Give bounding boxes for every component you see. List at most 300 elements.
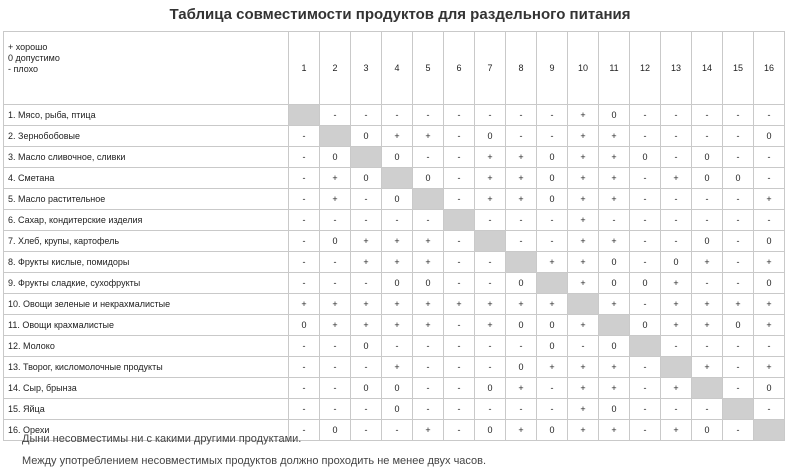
compatibility-cell: + [599,126,630,147]
compatibility-cell: - [661,336,692,357]
compatibility-cell: - [475,336,506,357]
compatibility-cell: - [351,210,382,231]
compatibility-cell: - [754,147,785,168]
compatibility-cell: - [723,420,754,441]
table-row [4,168,785,189]
compatibility-cell: + [754,357,785,378]
compatibility-cell: - [630,210,661,231]
compatibility-cell: + [661,294,692,315]
compatibility-cell: + [506,420,537,441]
compatibility-cell: 0 [754,231,785,252]
compatibility-cell: + [754,252,785,273]
compatibility-cell: - [754,399,785,420]
compatibility-cell: 0 [630,147,661,168]
column-header: 5 [413,32,444,105]
compatibility-cell: - [754,210,785,231]
compatibility-cell: + [475,147,506,168]
compatibility-cell: + [537,252,568,273]
compatibility-cell: - [723,378,754,399]
compatibility-cell: 0 [537,147,568,168]
column-header: 14 [692,32,723,105]
compatibility-cell: + [351,315,382,336]
column-header: 8 [506,32,537,105]
compatibility-cell: - [444,420,475,441]
compatibility-cell: - [289,357,320,378]
table-row [4,294,785,315]
column-header: 10 [568,32,599,105]
compatibility-cell: 0 [630,273,661,294]
diagonal-cell [754,420,785,441]
row-label: 16. Орехи [4,420,289,441]
compatibility-table [3,31,785,441]
compatibility-cell: + [382,252,413,273]
compatibility-cell: - [692,189,723,210]
compatibility-cell: + [568,126,599,147]
row-label: 4. Сметана [4,168,289,189]
compatibility-cell: - [475,273,506,294]
compatibility-cell: 0 [382,399,413,420]
compatibility-cell: + [568,210,599,231]
column-header: 1 [289,32,320,105]
diagonal-cell [413,189,444,210]
compatibility-cell: - [351,420,382,441]
compatibility-cell: - [754,168,785,189]
compatibility-cell: - [320,336,351,357]
column-header: 15 [723,32,754,105]
compatibility-cell: 0 [754,378,785,399]
compatibility-cell: 0 [537,336,568,357]
compatibility-cell: 0 [692,168,723,189]
compatibility-cell: - [723,357,754,378]
compatibility-cell: + [413,252,444,273]
compatibility-cell: + [506,189,537,210]
page-title: Таблица совместимости продуктов для раздельного питания [169,6,631,23]
compatibility-cell: - [289,378,320,399]
diagonal-cell [599,315,630,336]
compatibility-cell: - [351,273,382,294]
compatibility-cell: + [506,378,537,399]
compatibility-cell: + [413,126,444,147]
compatibility-cell: - [444,399,475,420]
compatibility-cell: - [506,105,537,126]
compatibility-cell: - [444,315,475,336]
compatibility-cell: - [475,105,506,126]
diagonal-cell [382,168,413,189]
compatibility-cell: + [382,231,413,252]
compatibility-cell: - [599,210,630,231]
compatibility-cell: - [630,378,661,399]
compatibility-cell: - [444,273,475,294]
compatibility-cell: - [382,420,413,441]
compatibility-cell: - [289,399,320,420]
column-header: 11 [599,32,630,105]
compatibility-cell: 0 [351,336,382,357]
compatibility-cell: + [413,315,444,336]
compatibility-cell: - [537,105,568,126]
compatibility-cell: 0 [382,378,413,399]
compatibility-cell: 0 [754,126,785,147]
column-header: 16 [754,32,785,105]
table-header-row [4,32,785,105]
compatibility-cell: + [351,294,382,315]
compatibility-cell: + [382,126,413,147]
compatibility-cell: - [537,210,568,231]
diagonal-cell [568,294,599,315]
compatibility-cell: - [692,210,723,231]
row-label: 14. Сыр, брынза [4,378,289,399]
compatibility-cell: 0 [320,147,351,168]
compatibility-cell: - [723,231,754,252]
compatibility-cell: 0 [723,315,754,336]
compatibility-cell: 0 [382,189,413,210]
compatibility-cell: - [444,126,475,147]
compatibility-cell: + [568,105,599,126]
compatibility-cell: 0 [537,189,568,210]
diagonal-cell [630,336,661,357]
compatibility-cell: - [630,168,661,189]
compatibility-cell: - [661,126,692,147]
compatibility-cell: + [568,252,599,273]
compatibility-cell: + [351,231,382,252]
compatibility-cell: - [382,105,413,126]
compatibility-cell: - [754,336,785,357]
compatibility-cell: + [599,378,630,399]
compatibility-cell: 0 [692,231,723,252]
diagonal-cell [351,147,382,168]
row-label: 11. Овощи крахмалистые [4,315,289,336]
compatibility-cell: + [692,357,723,378]
compatibility-cell: - [723,126,754,147]
compatibility-cell: + [506,147,537,168]
row-label: 5. Масло растительное [4,189,289,210]
legend-item: - плохо [8,64,39,74]
diagonal-cell [537,273,568,294]
compatibility-cell: 0 [692,420,723,441]
compatibility-cell: + [537,294,568,315]
compatibility-cell: - [506,126,537,147]
compatibility-cell: - [506,399,537,420]
column-header: 6 [444,32,475,105]
compatibility-cell: + [599,357,630,378]
compatibility-cell: - [444,231,475,252]
compatibility-cell: 0 [320,420,351,441]
compatibility-cell: + [289,294,320,315]
compatibility-cell: - [723,336,754,357]
compatibility-cell: 0 [599,336,630,357]
compatibility-cell: - [413,105,444,126]
compatibility-cell: - [475,357,506,378]
column-header: 2 [320,32,351,105]
compatibility-cell: 0 [692,147,723,168]
compatibility-cell: - [351,357,382,378]
legend [4,32,289,105]
table-row [4,147,785,168]
compatibility-cell: + [568,147,599,168]
compatibility-cell: 0 [351,126,382,147]
compatibility-cell: 0 [537,315,568,336]
table-row [4,378,785,399]
compatibility-cell: 0 [413,168,444,189]
compatibility-cell: 0 [506,315,537,336]
compatibility-cell: - [630,294,661,315]
compatibility-cell: + [537,357,568,378]
compatibility-cell: + [568,189,599,210]
compatibility-cell: + [754,315,785,336]
column-header: 4 [382,32,413,105]
compatibility-cell: - [289,420,320,441]
compatibility-cell: + [320,294,351,315]
compatibility-cell: - [537,126,568,147]
compatibility-cell: 0 [506,357,537,378]
compatibility-cell: - [444,189,475,210]
compatibility-cell: - [475,210,506,231]
compatibility-cell: - [661,189,692,210]
compatibility-cell: 0 [351,378,382,399]
compatibility-cell: 0 [351,168,382,189]
row-label: 13. Творог, кисломолочные продукты [4,357,289,378]
compatibility-cell: + [382,294,413,315]
compatibility-cell: - [692,273,723,294]
compatibility-cell: - [723,189,754,210]
diagonal-cell [506,252,537,273]
compatibility-cell: - [475,399,506,420]
compatibility-cell: - [444,357,475,378]
compatibility-cell: + [599,147,630,168]
row-label: 15. Яйца [4,399,289,420]
compatibility-cell: + [475,294,506,315]
compatibility-cell: 0 [537,168,568,189]
compatibility-cell: 0 [599,273,630,294]
compatibility-cell: - [320,105,351,126]
compatibility-cell: - [413,357,444,378]
compatibility-cell: + [661,378,692,399]
compatibility-cell: - [475,252,506,273]
table-row [4,105,785,126]
compatibility-cell: - [630,252,661,273]
compatibility-cell: - [320,273,351,294]
compatibility-cell: - [289,147,320,168]
compatibility-cell: + [413,294,444,315]
compatibility-cell: - [661,399,692,420]
compatibility-cell: 0 [537,420,568,441]
compatibility-cell: - [382,210,413,231]
compatibility-cell: + [754,294,785,315]
compatibility-cell: + [413,420,444,441]
compatibility-cell: - [692,126,723,147]
compatibility-cell: 0 [506,273,537,294]
compatibility-cell: - [506,210,537,231]
compatibility-cell: - [692,399,723,420]
compatibility-cell: - [723,147,754,168]
compatibility-cell: + [382,357,413,378]
compatibility-cell: + [475,168,506,189]
compatibility-cell: + [692,315,723,336]
compatibility-cell: + [692,294,723,315]
compatibility-cell: - [413,147,444,168]
compatibility-cell: 0 [382,273,413,294]
compatibility-cell: 0 [382,147,413,168]
compatibility-cell: - [630,126,661,147]
compatibility-cell: - [413,336,444,357]
table-row [4,399,785,420]
compatibility-cell: - [568,336,599,357]
compatibility-cell: + [320,189,351,210]
compatibility-cell: - [351,105,382,126]
row-label: 6. Сахар, кондитерские изделия [4,210,289,231]
compatibility-cell: - [630,105,661,126]
compatibility-cell: - [661,231,692,252]
compatibility-cell: - [320,378,351,399]
compatibility-cell: + [506,294,537,315]
row-label: 7. Хлеб, крупы, картофель [4,231,289,252]
compatibility-cell: - [289,189,320,210]
compatibility-cell: - [754,105,785,126]
row-label: 9. Фрукты сладкие, сухофрукты [4,273,289,294]
compatibility-cell: 0 [475,420,506,441]
compatibility-cell: + [599,294,630,315]
compatibility-cell: + [599,420,630,441]
compatibility-cell: - [320,252,351,273]
compatibility-cell: 0 [413,273,444,294]
compatibility-cell: + [320,315,351,336]
table-row [4,315,785,336]
compatibility-cell: + [475,189,506,210]
compatibility-cell: + [599,168,630,189]
column-header: 13 [661,32,692,105]
diagonal-cell [475,231,506,252]
compatibility-cell: + [692,252,723,273]
compatibility-cell: + [723,294,754,315]
compatibility-cell: + [506,168,537,189]
compatibility-cell: - [320,357,351,378]
compatibility-cell: - [444,252,475,273]
compatibility-cell: 0 [475,378,506,399]
compatibility-cell: - [289,273,320,294]
diagonal-cell [723,399,754,420]
note-melons: Дыни несовместимы ни с какими другими продуктами. [22,433,302,445]
compatibility-cell: - [661,210,692,231]
compatibility-cell: + [568,273,599,294]
compatibility-cell: - [289,231,320,252]
row-label: 2. Зернобобовые [4,126,289,147]
table-row [4,252,785,273]
table-row [4,126,785,147]
compatibility-cell: - [692,105,723,126]
compatibility-cell: 0 [475,126,506,147]
compatibility-cell: + [568,168,599,189]
compatibility-cell: - [351,189,382,210]
compatibility-cell: - [413,399,444,420]
compatibility-cell: - [723,105,754,126]
compatibility-cell: 0 [630,315,661,336]
row-label: 8. Фрукты кислые, помидоры [4,252,289,273]
compatibility-cell: - [630,357,661,378]
compatibility-cell: + [568,399,599,420]
compatibility-cell: - [661,147,692,168]
compatibility-cell: 0 [599,252,630,273]
table-row [4,357,785,378]
diagonal-cell [692,378,723,399]
compatibility-cell: - [537,231,568,252]
legend-item: 0 допустимо [8,53,60,63]
row-label: 12. Молоко [4,336,289,357]
compatibility-cell: + [351,252,382,273]
compatibility-cell: + [568,357,599,378]
compatibility-cell: - [723,252,754,273]
compatibility-cell: + [568,420,599,441]
compatibility-cell: + [475,315,506,336]
compatibility-cell: - [537,378,568,399]
compatibility-cell: - [630,399,661,420]
column-header: 12 [630,32,661,105]
table-row [4,336,785,357]
compatibility-cell: - [320,399,351,420]
diagonal-cell [661,357,692,378]
column-header: 7 [475,32,506,105]
compatibility-cell: - [413,378,444,399]
compatibility-cell: - [289,336,320,357]
compatibility-cell: - [351,399,382,420]
compatibility-cell: 0 [599,399,630,420]
diagonal-cell [320,126,351,147]
compatibility-cell: - [630,231,661,252]
compatibility-cell: - [537,399,568,420]
table-row [4,231,785,252]
compatibility-cell: 0 [320,231,351,252]
compatibility-cell: + [599,231,630,252]
compatibility-cell: + [754,189,785,210]
compatibility-cell: - [289,252,320,273]
compatibility-cell: + [599,189,630,210]
compatibility-cell: - [289,126,320,147]
compatibility-cell: - [506,231,537,252]
compatibility-cell: - [630,189,661,210]
compatibility-cell: + [568,315,599,336]
compatibility-cell: 0 [661,252,692,273]
compatibility-cell: + [661,420,692,441]
compatibility-cell: - [444,147,475,168]
row-label: 10. Овощи зеленые и некрахмалистые [4,294,289,315]
compatibility-cell: 0 [599,105,630,126]
compatibility-cell: - [289,168,320,189]
compatibility-cell: 0 [754,273,785,294]
note-interval: Между употреблением несовместимых продуктов должно проходить не менее двух часов. [22,455,487,467]
compatibility-cell: - [444,168,475,189]
compatibility-cell: + [382,315,413,336]
compatibility-cell: - [289,210,320,231]
compatibility-cell: + [568,231,599,252]
compatibility-cell: - [661,105,692,126]
compatibility-cell: + [568,378,599,399]
compatibility-cell: + [320,168,351,189]
compatibility-cell: - [444,105,475,126]
compatibility-cell: - [723,273,754,294]
compatibility-cell: - [630,420,661,441]
compatibility-cell: + [661,273,692,294]
table-row [4,210,785,231]
compatibility-cell: + [444,294,475,315]
compatibility-cell: 0 [289,315,320,336]
row-label: 3. Масло сливочное, сливки [4,147,289,168]
compatibility-cell: - [382,336,413,357]
row-label: 1. Мясо, рыба, птица [4,105,289,126]
table-row [4,273,785,294]
compatibility-cell: - [506,336,537,357]
column-header: 9 [537,32,568,105]
compatibility-cell: - [413,210,444,231]
compatibility-cell: + [661,168,692,189]
compatibility-cell: - [692,336,723,357]
